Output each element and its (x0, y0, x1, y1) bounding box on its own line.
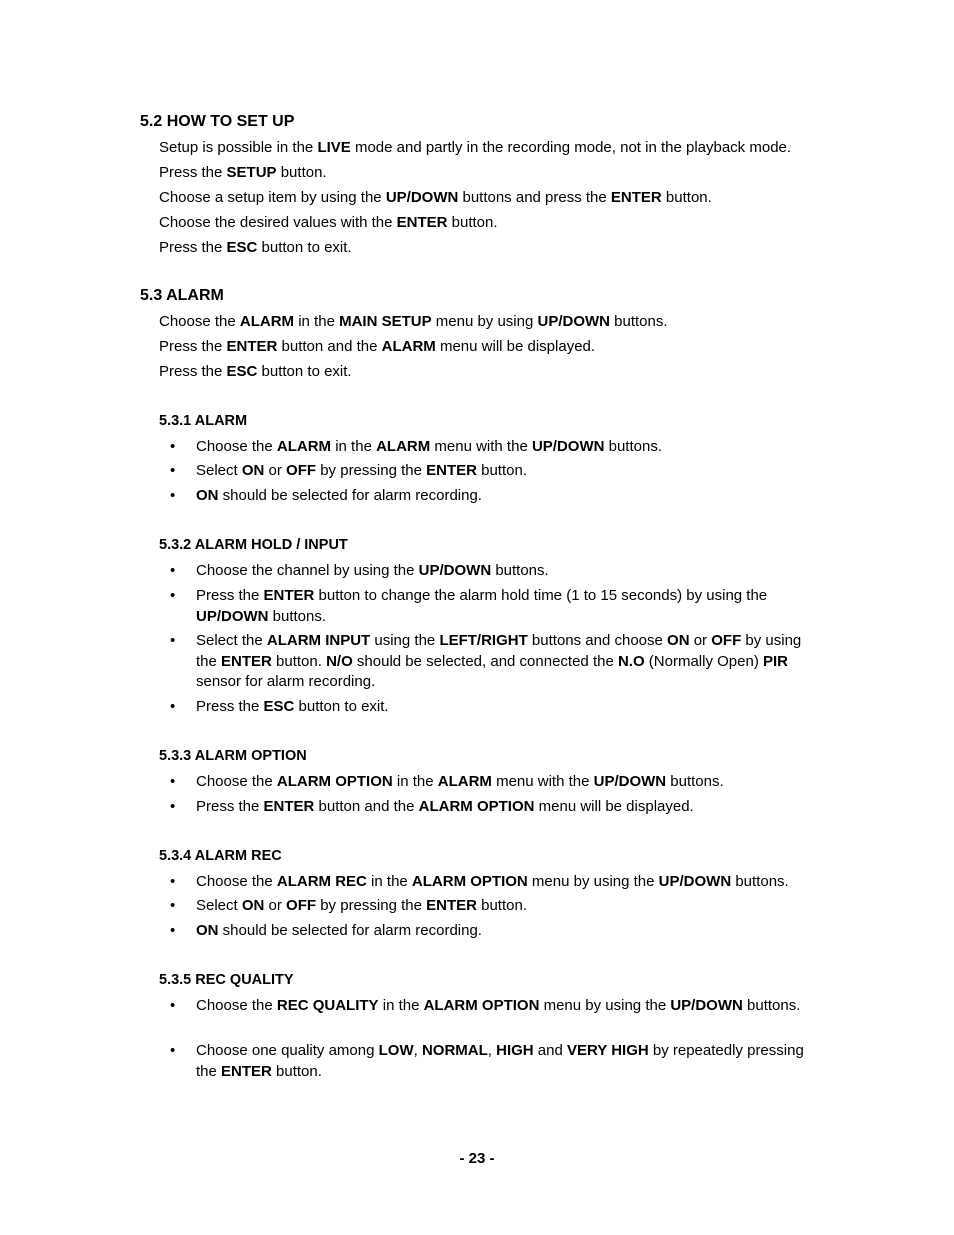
bold-term: ENTER (396, 214, 448, 231)
list-item (170, 586, 810, 627)
bold-term: N/O (326, 652, 353, 670)
list-item-text: Press the ESC button to exit. (196, 698, 389, 715)
bold-term: ALARM (437, 773, 492, 790)
bold-term: ENTER (426, 462, 477, 479)
list-item-text: Choose the ALARM REC in the ALARM OPTION menu by using the UP/DOWN buttons. (196, 873, 789, 890)
paragraph-line: Press the ESC button to exit. (159, 363, 352, 380)
bold-term: LIVE (317, 139, 351, 156)
bold-term: ESC (226, 239, 258, 256)
list-item (170, 561, 810, 582)
bold-term: ESC (263, 698, 295, 715)
list-item (170, 697, 810, 718)
bold-term: UP/DOWN (196, 607, 269, 625)
bold-term: REC QUALITY (276, 997, 379, 1014)
bullet-icon: • (170, 873, 176, 890)
list-item (170, 486, 810, 507)
list-item (170, 896, 810, 917)
list-item (170, 772, 810, 793)
bold-term: ALARM OPTION (418, 798, 535, 815)
bold-term: N.O (617, 652, 645, 670)
bold-term: LOW (378, 1042, 414, 1059)
list-item-text: ON should be selected for alarm recording. (196, 922, 482, 939)
bold-term: ALARM (381, 338, 436, 355)
bold-term: NORMAL (421, 1042, 488, 1059)
bold-term: MAIN SETUP (339, 313, 432, 330)
subsection-title-rec-quality: 5.3.5 REC QUALITY (159, 972, 294, 988)
paragraph-line: Choose the desired values with the ENTER button. (159, 214, 498, 231)
bold-term: UP/DOWN (593, 773, 667, 790)
bold-term: ON (196, 487, 219, 504)
bold-term: ON (196, 922, 219, 939)
bold-term: ENTER (263, 798, 315, 815)
bold-term: ALARM REC (276, 873, 367, 890)
bold-term: ALARM (239, 313, 295, 330)
bold-term: ALARM OPTION (423, 997, 540, 1014)
bold-term: OFF (286, 462, 317, 479)
bullet-icon: • (170, 798, 176, 815)
bold-term: ALARM (276, 438, 332, 455)
list-item (170, 797, 810, 818)
list-item-text: ON should be selected for alarm recording. (196, 487, 482, 504)
bullet-icon: • (170, 632, 176, 649)
bullet-icon: • (170, 997, 176, 1014)
bold-term: UP/DOWN (418, 562, 492, 579)
bullet-icon: • (170, 897, 176, 914)
bullet-icon: • (170, 1042, 176, 1059)
bold-term: ALARM OPTION (276, 773, 393, 790)
list-item-text: Choose the ALARM OPTION in the ALARM menu with the UP/DOWN buttons. (196, 773, 724, 790)
bold-term: ON (667, 632, 690, 649)
paragraph-line: Press the ESC button to exit. (159, 239, 352, 256)
paragraph-line: Press the SETUP button. (159, 164, 327, 181)
list-item (170, 921, 810, 942)
bold-term: ALARM INPUT (266, 632, 371, 649)
subsection-title-alarm-rec: 5.3.4 ALARM REC (159, 848, 282, 864)
page-number: - 23 - (459, 1150, 495, 1167)
bold-term: ENTER (221, 1062, 272, 1080)
list-item-text: Select ON or OFF by pressing the ENTER button. (196, 462, 527, 479)
bullet-icon: • (170, 562, 176, 579)
bold-term: HIGH (496, 1042, 534, 1059)
bold-term: OFF (286, 897, 317, 914)
list-item-text: Select the ALARM INPUT using the LEFT/RIGHT buttons and choose ON or OFF by using the ENTER button. N/O should be selected, and connected the N.O (Normally Open) PIR sensor for alarm recording. (196, 632, 802, 690)
list-item-text: Choose the channel by using the UP/DOWN buttons. (196, 562, 549, 579)
section-title-alarm: 5.3 ALARM (140, 287, 224, 304)
list-item-text: Press the ENTER button and the ALARM OPTION menu will be displayed. (196, 798, 694, 815)
list-item-text: Choose the ALARM in the ALARM menu with the UP/DOWN buttons. (196, 438, 662, 455)
list-item (170, 437, 810, 458)
bullet-icon: • (170, 438, 176, 455)
list-item (170, 631, 810, 693)
bold-term: UP/DOWN (531, 438, 605, 455)
list-item (170, 1041, 810, 1082)
paragraph-line: Choose a setup item by using the UP/DOWN buttons and press the ENTER button. (159, 189, 712, 206)
subsection-title-alarm: 5.3.1 ALARM (159, 413, 248, 429)
bold-term: ESC (226, 363, 258, 380)
bold-term: ON (241, 462, 265, 479)
bullet-icon: • (170, 462, 176, 479)
bold-term: UP/DOWN (537, 313, 610, 330)
subsection-title-alarm-hold-input: 5.3.2 ALARM HOLD / INPUT (159, 537, 348, 553)
bullet-icon: • (170, 773, 176, 790)
list-item (170, 996, 810, 1017)
bold-term: ENTER (226, 338, 278, 355)
list-item-text: Press the ENTER button to change the alarm hold time (1 to 15 seconds) by using the UP/DOWN buttons. (196, 587, 768, 625)
section-title-how-to-set-up: 5.2 HOW TO SET UP (140, 113, 295, 130)
bullet-icon: • (170, 922, 176, 939)
paragraph-line: Press the ENTER button and the ALARM menu will be displayed. (159, 338, 596, 355)
paragraph-line: Setup is possible in the LIVE mode and partly in the recording mode, not in the playback mode. (159, 139, 792, 156)
bold-term: PIR (763, 652, 789, 670)
list-item (170, 461, 810, 482)
list-item-text: Select ON or OFF by pressing the ENTER button. (196, 897, 527, 914)
list-item (170, 872, 810, 893)
bold-term: OFF (711, 632, 742, 649)
list-item-text: Choose one quality among LOW, NORMAL, HIGH and VERY HIGH by repeatedly pressing the ENTER button. (196, 1042, 804, 1080)
bold-term: UP/DOWN (658, 873, 732, 890)
bold-term: SETUP (226, 164, 277, 181)
bold-term: LEFT/RIGHT (439, 632, 528, 649)
bold-term: ON (241, 897, 265, 914)
bold-term: UP/DOWN (385, 189, 459, 206)
bold-term: ALARM OPTION (411, 873, 528, 890)
bold-term: ENTER (263, 587, 315, 604)
bullet-icon: • (170, 587, 176, 604)
bold-term: ENTER (221, 652, 272, 670)
bold-term: ENTER (426, 897, 477, 914)
paragraph-line: Choose the ALARM in the MAIN SETUP menu by using UP/DOWN buttons. (159, 313, 668, 330)
bullet-icon: • (170, 487, 176, 504)
bold-term: VERY HIGH (567, 1042, 649, 1059)
bold-term: ALARM (376, 438, 431, 455)
subsection-title-alarm-option: 5.3.3 ALARM OPTION (159, 748, 307, 764)
bold-term: UP/DOWN (670, 997, 743, 1014)
list-item-text: Choose the REC QUALITY in the ALARM OPTION menu by using the UP/DOWN buttons. (196, 997, 801, 1014)
bullet-icon: • (170, 698, 176, 715)
bold-term: ENTER (610, 189, 662, 206)
